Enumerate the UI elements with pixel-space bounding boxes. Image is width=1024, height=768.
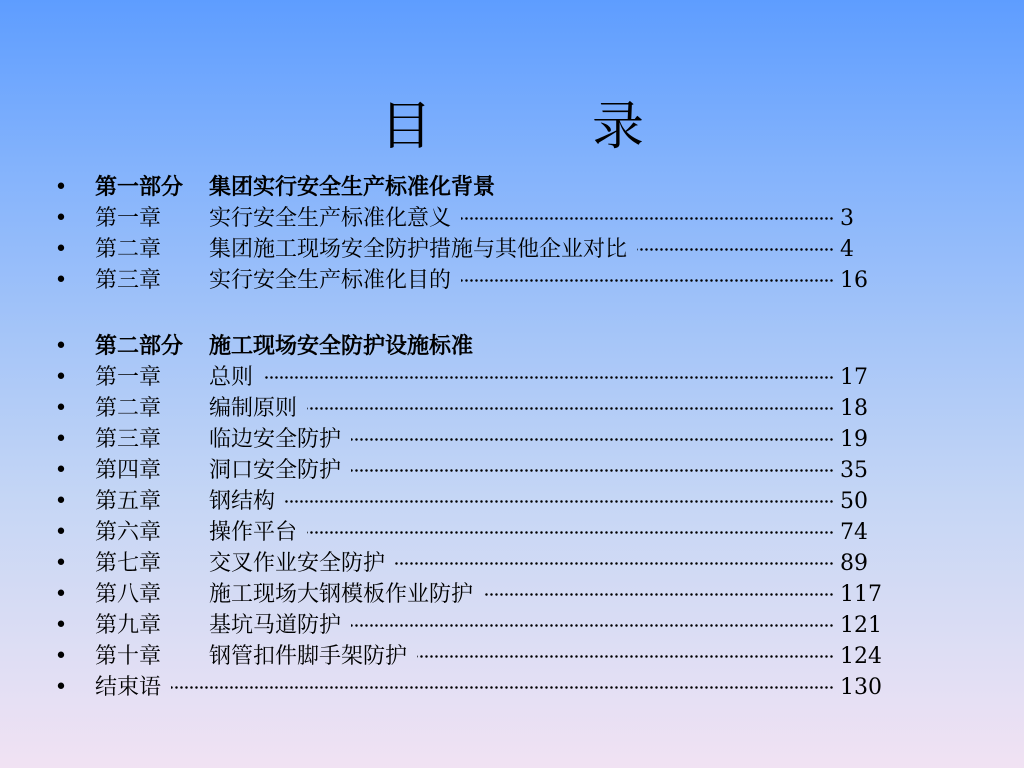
chapter-label: 第二章: [95, 396, 162, 421]
dot-leader: [461, 203, 834, 234]
bullet: •: [54, 675, 68, 700]
toc-entry[interactable]: [0, 641, 1024, 672]
chapter-title: 编制原则: [209, 396, 298, 421]
toc-entry[interactable]: [0, 548, 1024, 579]
dot-leader: [395, 548, 834, 579]
toc-entry[interactable]: [0, 203, 1024, 234]
dot-leader: [263, 362, 834, 393]
chapter-title: 实行安全生产标准化目的: [209, 268, 452, 293]
page-number: 117: [840, 582, 882, 607]
toc-entry[interactable]: [0, 393, 1024, 424]
chapter-label: 第二章: [95, 237, 162, 262]
chapter-title: 钢结构: [209, 489, 276, 514]
dot-leader: [307, 517, 834, 548]
bullet: •: [54, 644, 68, 669]
page-number: 16: [840, 268, 868, 293]
dot-leader: [307, 393, 834, 424]
dot-leader: [351, 455, 834, 486]
chapter-label: 第三章: [95, 268, 162, 293]
chapter-label: 第六章: [95, 520, 162, 545]
toc-entry[interactable]: [0, 517, 1024, 548]
page-number: 124: [840, 644, 882, 669]
page-number: 19: [840, 427, 868, 452]
chapter-label: 第九章: [95, 613, 162, 638]
dot-leader: [637, 234, 834, 265]
toc-entry[interactable]: [0, 362, 1024, 393]
chapter-title: 临边安全防护: [209, 427, 342, 452]
page-number: 121: [840, 613, 882, 638]
chapter-title: 操作平台: [209, 520, 298, 545]
chapter-title: 施工现场大钢模板作业防护: [209, 582, 474, 607]
chapter-title: 实行安全生产标准化意义: [209, 206, 452, 231]
part-label: 第二部分: [95, 333, 184, 359]
page-number: 130: [840, 675, 882, 700]
page-number: 17: [840, 365, 868, 390]
bullet: •: [54, 175, 68, 200]
chapter-label: 第七章: [95, 551, 162, 576]
page-number: 89: [840, 551, 868, 576]
page-number: 4: [840, 237, 854, 262]
dot-leader: [351, 424, 834, 455]
toc-entry-closing[interactable]: [0, 672, 1024, 703]
chapter-label: 第五章: [95, 489, 162, 514]
dot-leader: [171, 672, 834, 703]
bullet: •: [54, 458, 68, 483]
chapter-label: 第八章: [95, 582, 162, 607]
toc-entry[interactable]: [0, 424, 1024, 455]
page-number: 35: [840, 458, 868, 483]
dot-leader: [285, 486, 834, 517]
bullet: •: [54, 427, 68, 452]
dot-leader: [417, 641, 834, 672]
bullet: •: [54, 268, 68, 293]
toc-entry[interactable]: [0, 234, 1024, 265]
chapter-label: 第三章: [95, 427, 162, 452]
page-number: 50: [840, 489, 868, 514]
bullet: •: [54, 551, 68, 576]
toc-entry[interactable]: [0, 610, 1024, 641]
bullet: •: [54, 396, 68, 421]
bullet: •: [54, 334, 68, 359]
bullet: •: [54, 520, 68, 545]
part-title: 集团实行安全生产标准化背景: [209, 174, 496, 200]
toc-entry[interactable]: [0, 486, 1024, 517]
bullet: •: [54, 237, 68, 262]
bullet: •: [54, 206, 68, 231]
part-title: 施工现场安全防护设施标准: [209, 333, 474, 359]
chapter-title: 钢管扣件脚手架防护: [209, 644, 408, 669]
closing-title: 结束语: [95, 675, 162, 700]
toc-entry[interactable]: [0, 455, 1024, 486]
chapter-label: 第一章: [95, 365, 162, 390]
chapter-label: 第十章: [95, 644, 162, 669]
page-title: 目 录: [379, 97, 698, 157]
bullet: •: [54, 613, 68, 638]
dot-leader: [483, 579, 834, 610]
chapter-label: 第一章: [95, 206, 162, 231]
page-number: 3: [840, 206, 854, 231]
bullet: •: [54, 365, 68, 390]
part-heading[interactable]: [0, 331, 1024, 362]
toc-entry[interactable]: [0, 265, 1024, 296]
bullet: •: [54, 582, 68, 607]
page-number: 74: [840, 520, 868, 545]
bullet: •: [54, 489, 68, 514]
chapter-title: 总则: [209, 365, 254, 390]
chapter-title: 交叉作业安全防护: [209, 551, 386, 576]
part-label: 第一部分: [95, 174, 184, 200]
chapter-label: 第四章: [95, 458, 162, 483]
chapter-title: 基坑马道防护: [209, 613, 342, 638]
dot-leader: [351, 610, 834, 641]
page-number: 18: [840, 396, 868, 421]
dot-leader: [461, 265, 834, 296]
part-heading[interactable]: [0, 172, 1024, 203]
chapter-title: 洞口安全防护: [209, 458, 342, 483]
chapter-title: 集团施工现场安全防护措施与其他企业对比: [209, 237, 628, 262]
toc-entry[interactable]: [0, 579, 1024, 610]
